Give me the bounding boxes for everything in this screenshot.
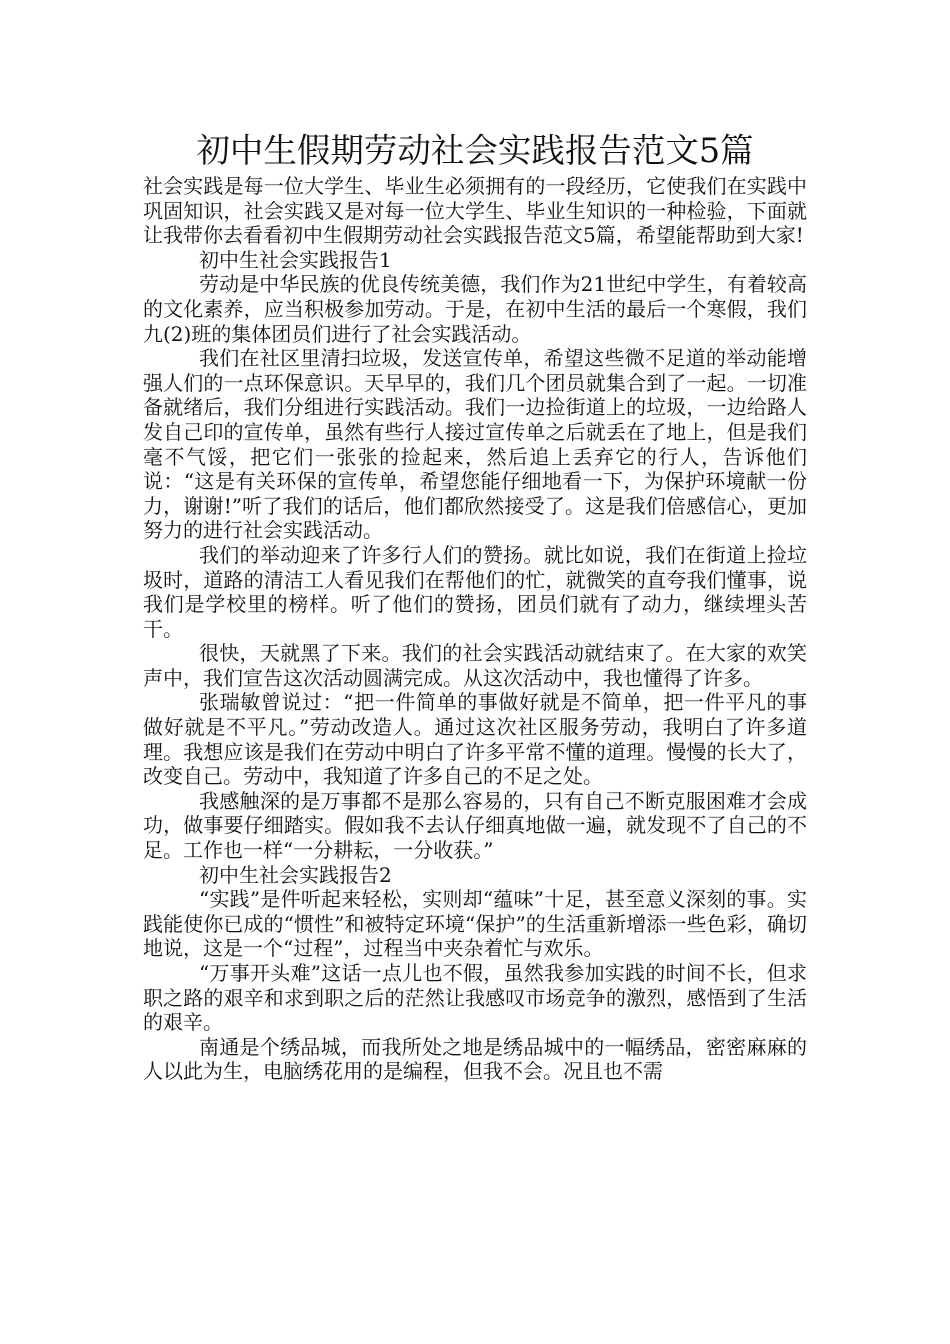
document-title: 初中生假期劳动社会实践报告范文5篇 [196,131,754,170]
body-paragraph: “万事开头难”这话一点儿也不假，虽然我参加实践的时间不长，但求职之路的艰辛和求到职之后的茫然让我感叹市场竞争的激烈，感悟到了生活的艰辛。 [143,961,807,1035]
section-heading-report-2: 初中生社会实践报告2 [199,862,392,887]
body-paragraph: 张瑞敏曾说过：“把一件简单的事做好就是不简单，把一件平凡的事做好就是不平凡。”劳动改造人。通过这次社区服务劳动，我明白了许多道理。我想应该是我们在劳动中明白了许多平常不懂的道理。慢慢的长大了，改变自己。劳动中，我知道了许多自己的不足之处。 [143,690,807,789]
document-body [143,174,807,1084]
section-heading-report-1: 初中生社会实践报告1 [199,247,392,272]
body-paragraph: “实践”是件听起来轻松，实则却“蕴味”十足，甚至意义深刻的事。实践能使你已成的“惯性”和被特定环境“保护”的生活重新增添一些色彩，确切地说，这是一个“过程”，过程当中夹杂着忙与欢乐。 [143,887,807,961]
body-paragraph: 我们的举动迎来了许多行人们的赞扬。就比如说，我们在街道上捡垃圾时，道路的清洁工人看见我们在帮他们的忙，就微笑的直夸我们懂事，说我们是学校里的榜样。听了他们的赞扬，团员们就有了动力，继续埋头苦干。 [143,542,807,641]
body-paragraph: 很快，天就黑了下来。我们的社会实践活动就结束了。在大家的欢笑声中，我们宣告这次活动圆满完成。从这次活动中，我也懂得了许多。 [143,641,807,690]
body-paragraph: 我们在社区里清扫垃圾，发送宣传单，希望这些微不足道的举动能增强人们的一点环保意识。天早早的，我们几个团员就集合到了一起。一切准备就绪后，我们分组进行实践活动。我们一边捡街道上的垃圾，一边给路人发自己印的宣传单，虽然有些行人接过宣传单之后就丢在了地上，但是我们毫不气馁，把它们一张张的捡起来，然后追上丢弃它的行人，告诉他们说：“这是有关环保的宣传单，希望您能仔细地看一下，为保护环境献一份力，谢谢!”听了我们的话后，他们都欣然接受了。这是我们倍感信心，更加努力的进行社会实践活动。 [143,346,807,543]
body-paragraph: 我感触深的是万事都不是那么容易的，只有自己不断克服困难才会成功，做事要仔细踏实。假如我不去认仔细真地做一遍，就发现不了自己的不足。工作也一样“一分耕耘，一分收获。” [143,788,807,863]
document-page [143,128,807,1084]
intro-paragraph: 社会实践是每一位大学生、毕业生必须拥有的一段经历，它使我们在实践中巩固知识，社会实践又是对每一位大学生、毕业生知识的一种检验，下面就让我带你去看看初中生假期劳动社会实践报告范文5篇，希望能帮助到大家! [143,174,807,248]
body-paragraph: 南通是个绣品城，而我所处之地是绣品城中的一幅绣品，密密麻麻的人以此为生，电脑绣花用的是编程，但我不会。况且也不需 [143,1034,807,1084]
body-paragraph: 劳动是中华民族的优良传统美德，我们作为21世纪中学生，有着较高的文化素养，应当积极参加劳动。于是，在初中生活的最后一个寒假，我们九(2)班的集体团员们进行了社会实践活动。 [143,272,807,346]
